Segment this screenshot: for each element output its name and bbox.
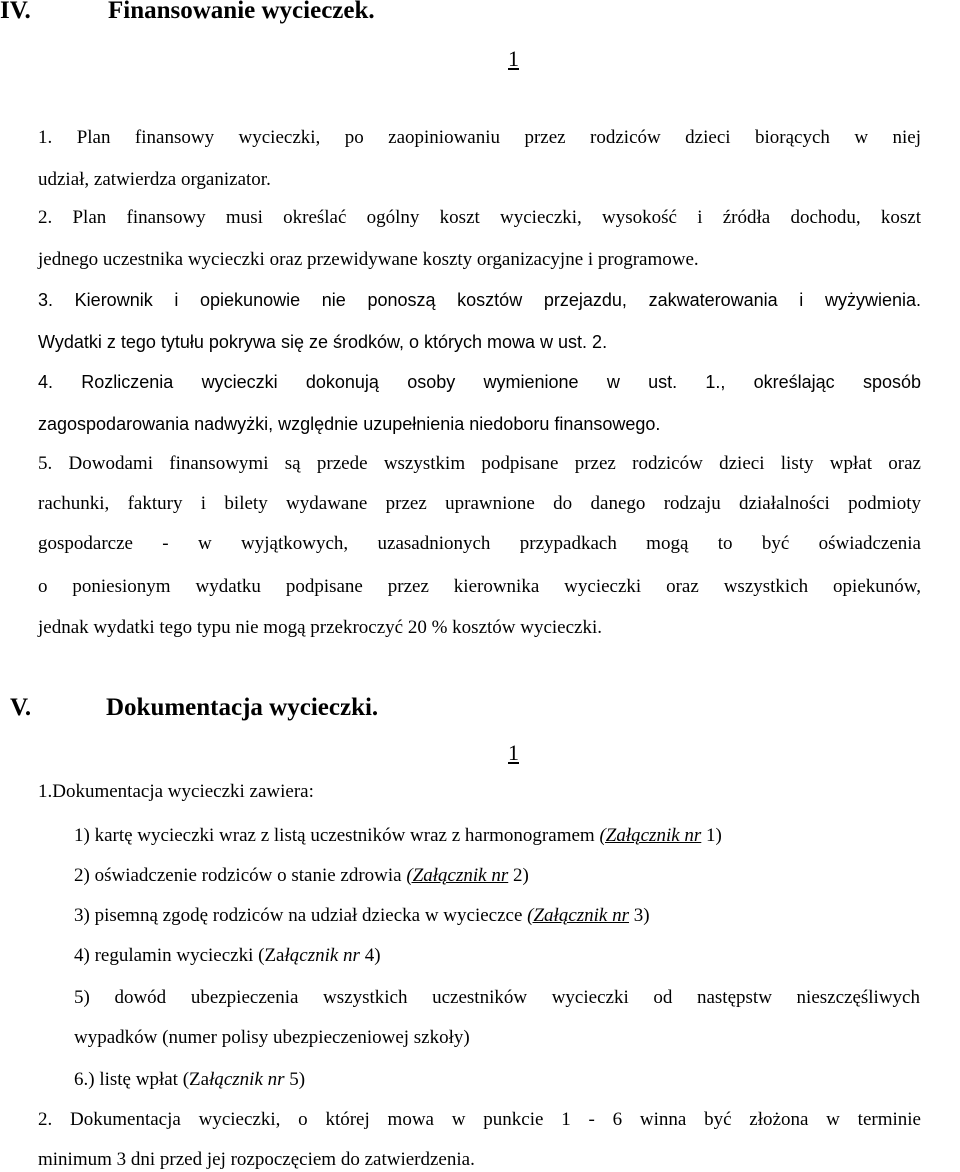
section-5-title: Dokumentacja wycieczki. <box>106 694 379 721</box>
section-4-line: gospodarcze - w wyjątkowych, uzasadnionych przypadkach mogą to być oświadczenia <box>38 533 921 554</box>
documentation-item: 2) oświadczenie rodziców o stanie zdrowia (Załącznik nr 2) <box>74 865 529 886</box>
section-4-line: 5. Dowodami finansowymi są przede wszystkim podpisane przez rodziców dzieci listy wpłat oraz <box>38 453 921 474</box>
section-4-line: 4. Rozliczenia wycieczki dokonują osoby wymienione w ust. 1., określając sposób <box>38 372 921 392</box>
section-4-line: zagospodarowania nadwyżki, względnie uzupełnienia niedoboru finansowego. <box>38 414 661 434</box>
section-4-number: IV. <box>0 0 31 24</box>
documentation-intro: 1.Dokumentacja wycieczki zawiera: <box>38 781 314 802</box>
section-5-heading <box>10 693 379 723</box>
closing-paragraph-continuation: minimum 3 dni przed jej rozpoczęciem do zatwierdzenia. <box>38 1149 475 1170</box>
paragraph-marker: 1 <box>508 740 519 765</box>
paragraph-marker: 1 <box>508 46 519 71</box>
section-4-line: o poniesionym wydatku podpisane przez kierownika wycieczki oraz wszystkich opiekunów, <box>38 576 921 597</box>
section-4-line: Wydatki z tego tytułu pokrywa się ze środków, o których mowa w ust. 2. <box>38 332 608 352</box>
documentation-item: 6.) listę wpłat (Załącznik nr 5) <box>74 1069 306 1090</box>
section-4-title: Finansowanie wycieczek. <box>108 0 375 24</box>
documentation-item: 4) regulamin wycieczki (Załącznik nr 4) <box>74 945 381 966</box>
section-4-line: 1. Plan finansowy wycieczki, po zaopiniowaniu przez rodziców dzieci biorących w niej <box>38 127 921 148</box>
section-4-line: 3. Kierownik i opiekunowie nie ponoszą kosztów przejazdu, zakwaterowania i wyżywienia. <box>38 290 921 310</box>
section-4-line: rachunki, faktury i bilety wydawane przez uprawnione do danego rodzaju działalności podmioty <box>38 493 921 514</box>
section-4-heading <box>0 0 375 26</box>
documentation-item: 3) pisemną zgodę rodziców na udział dziecka w wycieczce (Załącznik nr 3) <box>74 905 650 926</box>
section-4-line: jednak wydatki tego typu nie mogą przekroczyć 20 % kosztów wycieczki. <box>38 617 603 638</box>
documentation-item-continuation: wypadków (numer polisy ubezpieczeniowej szkoły) <box>74 1027 470 1048</box>
section-5-number: V. <box>10 694 32 721</box>
documentation-item: 5) dowód ubezpieczenia wszystkich uczestników wycieczki od następstw nieszczęśliwych <box>74 987 920 1008</box>
section-4-line: 2. Plan finansowy musi określać ogólny koszt wycieczki, wysokość i źródła dochodu, koszt <box>38 207 921 228</box>
closing-paragraph: 2. Dokumentacja wycieczki, o której mowa w punkcie 1 - 6 winna być złożona w terminie <box>38 1109 921 1130</box>
section-4-line: udział, zatwierdza organizator. <box>38 169 271 190</box>
section-4-line: jednego uczestnika wycieczki oraz przewidywane koszty organizacyjne i programowe. <box>38 249 699 270</box>
documentation-item: 1) kartę wycieczki wraz z listą uczestników wraz z harmonogramem (Załącznik nr 1) <box>74 825 722 846</box>
